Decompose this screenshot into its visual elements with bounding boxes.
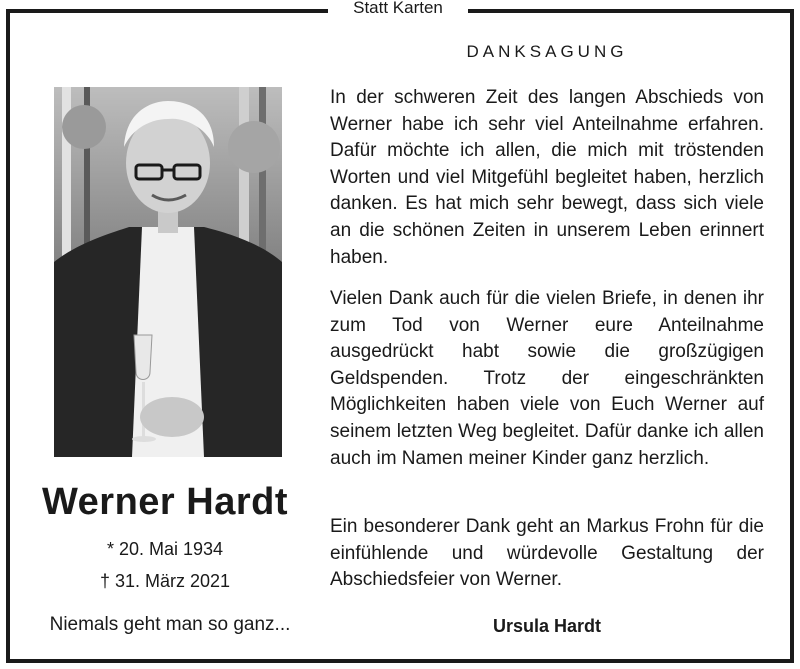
signature: Ursula Hardt	[492, 616, 602, 636]
thanks-paragraph-2: Vielen Dank auch für die vielen Briefe, in denen ihr zum Tod von Werner eure Anteilnahme ausgedrückt habt sowie die großzügigen Geldspenden. Trotz der eingeschränkten Möglichkeiten haben viele von Euch Werner auf seinem letzten Weg begleitet. Dafür danke ich allen auch im Namen meiner Kinder ganz herzlich.	[330, 288, 764, 469]
death-date: † 31. März 2021	[99, 571, 231, 591]
thanks-paragraph-1: In der schweren Zeit des langen Abschieds von Werner habe ich sehr viel Anteilnahme erfahren. Dafür möchte ich allen, die mich mit tröstenden Worten und viel Mitgefühl begleitet haben, herzlich danken. Es hat mich sehr bewegt, dass sich viele an die schönen Zeiten in unserem Leben erinnert haben.	[330, 87, 764, 268]
memorial-motto: Niemals geht man so ganz...	[49, 614, 291, 635]
portrait-photo	[54, 87, 282, 457]
thanks-paragraph-3: Ein besonderer Dank geht an Markus Frohn für die einfühlende und würdevolle Gestaltung der Abschiedsfeier von Werner.	[330, 516, 764, 591]
header-label: Statt Karten	[328, 0, 468, 22]
deceased-name: Werner Hardt	[41, 481, 289, 523]
notice-title: DANKSAGUNG	[466, 42, 628, 61]
birth-date: * 20. Mai 1934	[106, 539, 224, 559]
portrait-illustration	[54, 87, 282, 457]
